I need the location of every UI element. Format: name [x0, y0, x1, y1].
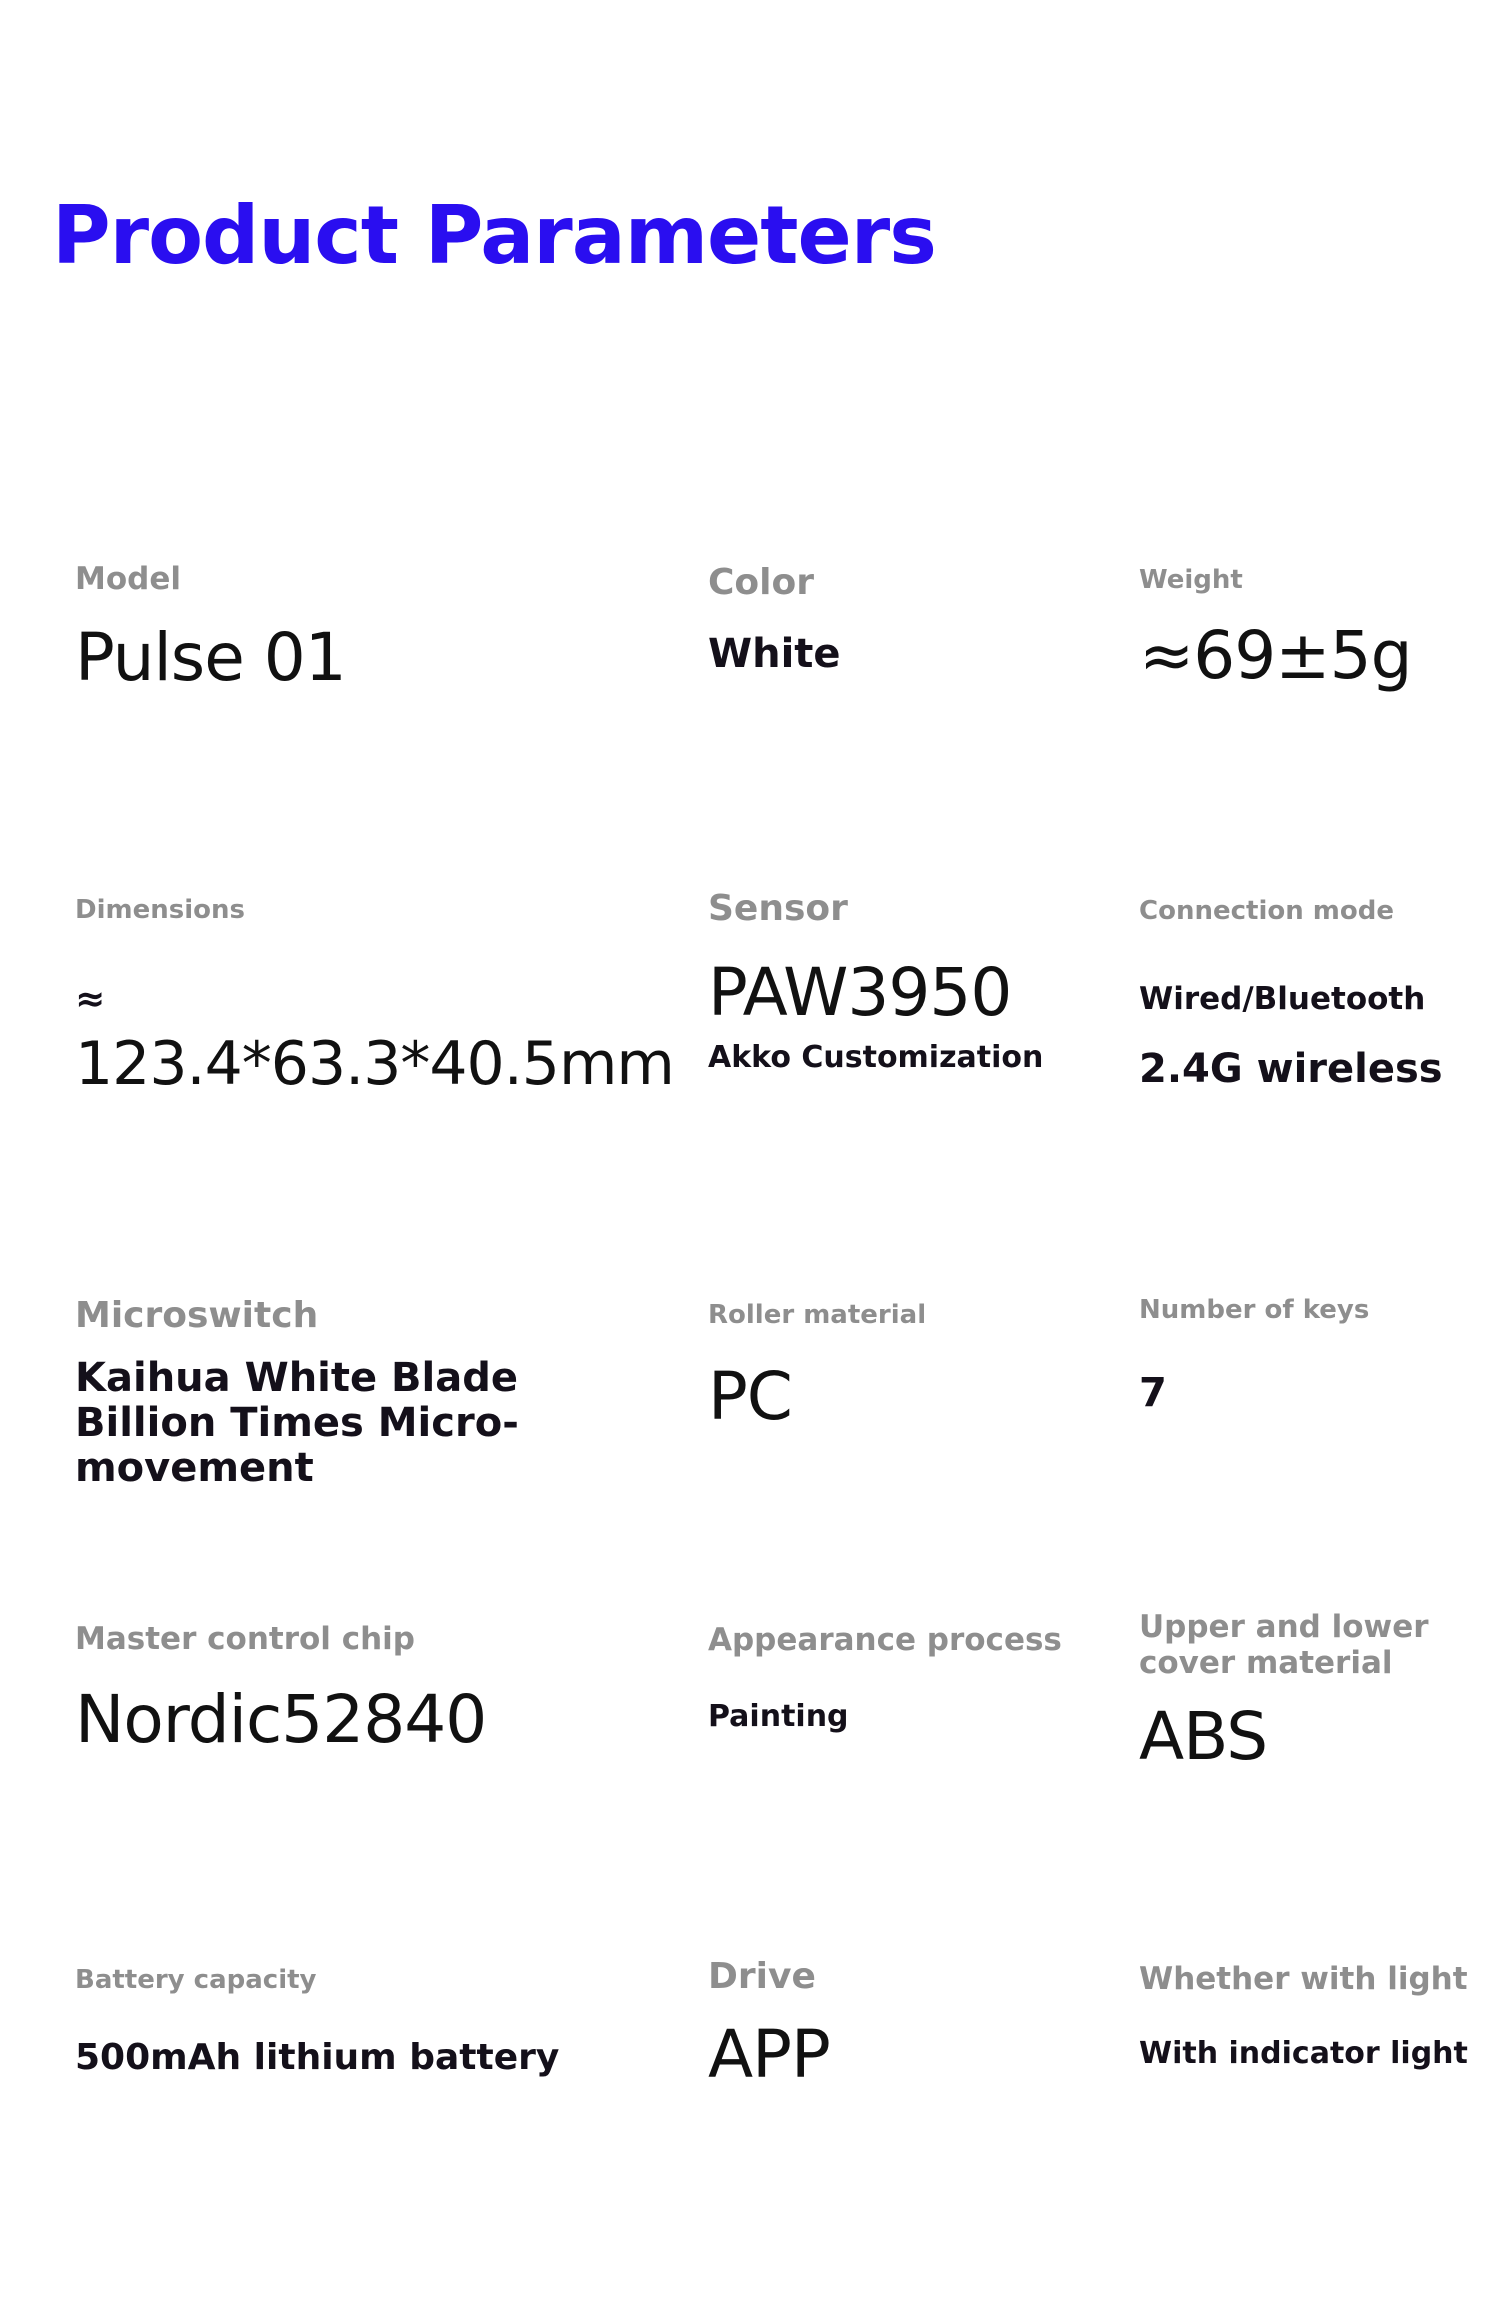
param-value: Painting [708, 1698, 849, 1734]
param-battery-capacity [75, 1966, 655, 2079]
param-value: PC [708, 1357, 792, 1435]
param-value: Nordic52840 [75, 1680, 487, 1758]
param-label: Upper and lower cover material [1139, 1609, 1429, 1681]
param-drive [708, 1956, 1108, 2092]
param-value-prefix: ≈ [75, 978, 106, 1020]
param-value: With indicator light [1139, 2035, 1468, 2071]
param-appearance-process [708, 1623, 1108, 1735]
param-label: Number of keys [1139, 1295, 1370, 1325]
param-model [75, 562, 655, 694]
param-label: Color [708, 562, 814, 603]
param-value: Wired/Bluetooth [1139, 980, 1426, 1017]
param-label: Appearance process [708, 1622, 1062, 1658]
param-label: Weight [1139, 565, 1243, 595]
param-value: Kaihua White Blade Billion Times Micro-movement [75, 1355, 519, 1491]
param-value: Pulse 01 [75, 618, 346, 696]
param-label: Roller material [708, 1300, 927, 1330]
param-value: White [708, 631, 841, 678]
param-value: 500mAh lithium battery [75, 2036, 560, 2078]
param-roller-material [708, 1301, 1108, 1433]
param-sub-value: 2.4G wireless [1139, 1046, 1443, 1093]
param-label: Whether with light [1139, 1961, 1468, 1997]
param-master-control-chip [75, 1622, 655, 1756]
param-value: PAW3950 [708, 954, 1012, 1032]
param-color [708, 562, 1108, 677]
param-value: ≈69±5g [1139, 616, 1412, 694]
param-label: Sensor [708, 888, 848, 929]
param-label: Model [75, 561, 181, 597]
param-label: Drive [708, 1956, 816, 1997]
param-cover-material [1139, 1610, 1484, 1774]
param-label: Master control chip [75, 1621, 415, 1657]
param-value: 123.4*63.3*40.5mm [75, 1029, 674, 1100]
param-value: APP [708, 2016, 830, 2094]
param-label: Connection mode [1139, 896, 1394, 926]
page-title: Product Parameters [52, 189, 936, 282]
param-microswitch [75, 1295, 655, 1491]
param-connection-mode [1139, 897, 1484, 1092]
param-sub-value: Akko Customization [708, 1039, 1044, 1075]
param-value: 7 [1139, 1369, 1167, 1416]
param-with-light [1139, 1962, 1484, 2072]
param-label: Battery capacity [75, 1965, 317, 1995]
param-label: Microswitch [75, 1295, 319, 1336]
param-dimensions [75, 895, 674, 1100]
param-sensor [708, 888, 1108, 1076]
param-value: ABS [1139, 1698, 1268, 1776]
param-label: Dimensions [75, 895, 245, 925]
param-weight [1139, 566, 1484, 692]
param-number-of-keys [1139, 1296, 1484, 1416]
